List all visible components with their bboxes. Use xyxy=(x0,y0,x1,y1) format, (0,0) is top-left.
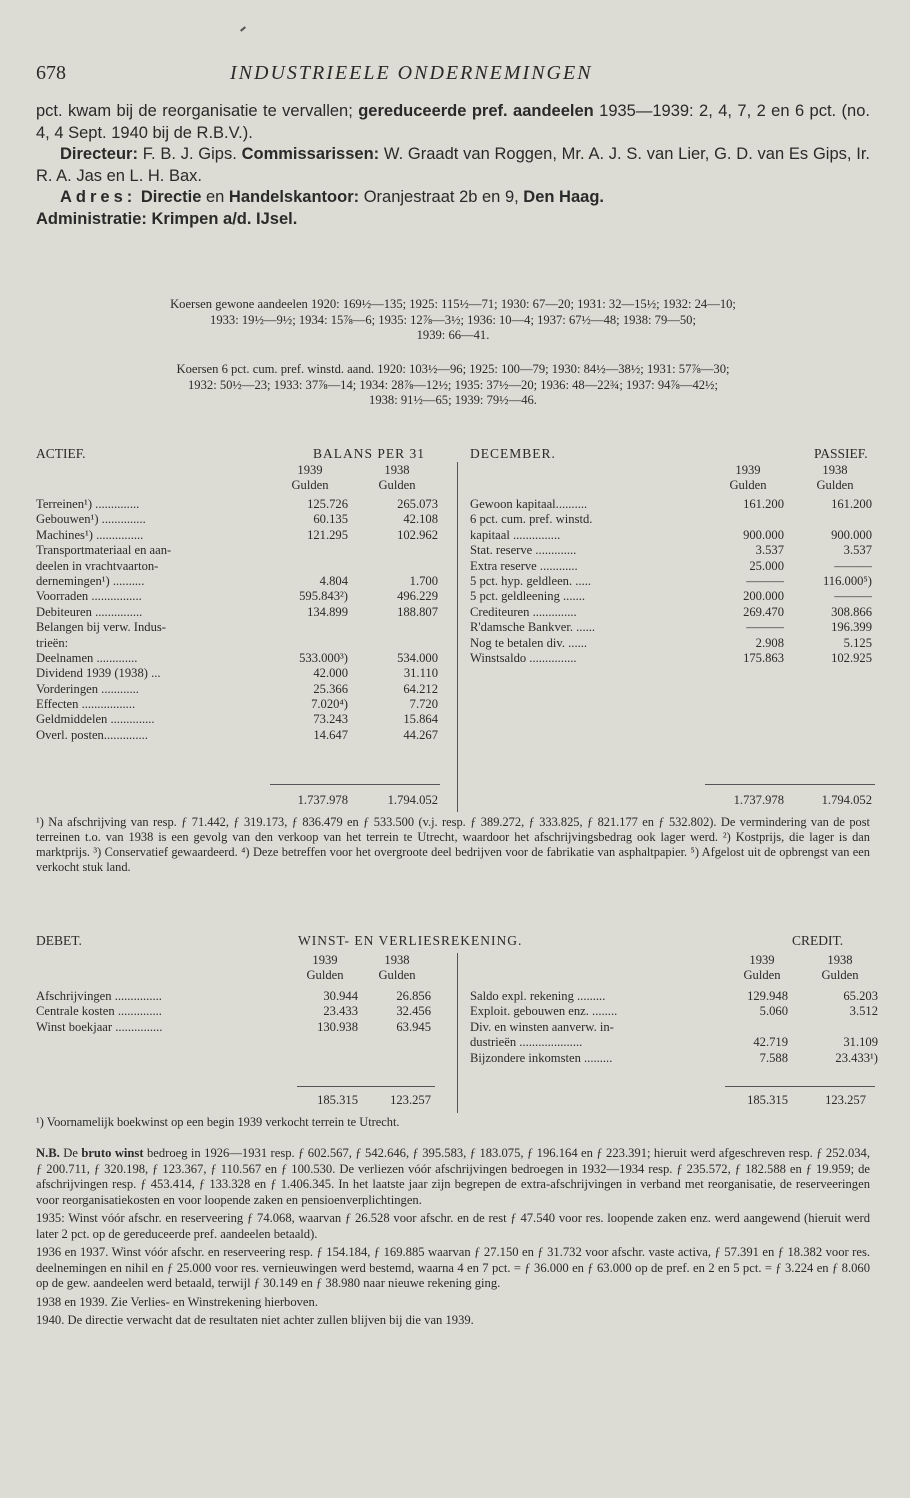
row-label: Overl. posten.............. xyxy=(36,727,148,742)
ink-mark xyxy=(240,26,246,31)
row-label: Vorderingen ............ xyxy=(36,681,139,696)
debet-table xyxy=(36,989,433,1035)
value-1938: 31.109 xyxy=(843,1035,878,1050)
row-label: Winst boekjaar ............... xyxy=(36,1019,163,1034)
value-1939: 900.000 xyxy=(743,527,784,542)
row-label: kapitaal ............... xyxy=(470,527,561,542)
value-1938: 196.399 xyxy=(831,620,872,635)
value-1939: 175.863 xyxy=(743,650,784,665)
director-label: Directeur: xyxy=(60,145,138,163)
col-year: 1939 xyxy=(735,463,761,477)
address-and: en xyxy=(201,188,229,206)
commissioners-label: Commissarissen: xyxy=(241,145,380,163)
commissioners-value: W. Graadt van Roggen, Mr. A. J. S. van Lier, G. D. van Es Gips, Ir. R. A. Jas en L. H. Bax. xyxy=(36,145,870,185)
value-1938: 116.000⁵) xyxy=(822,573,872,588)
nb-bold: bruto winst xyxy=(81,1146,144,1160)
row-label: deelen in vrachtvaarton- xyxy=(36,558,159,573)
row-label: dernemingen¹) .......... xyxy=(36,573,145,588)
notes-section xyxy=(36,1146,870,1332)
col-unit: Gulden xyxy=(306,968,344,983)
intro-text-cont: 1935—1939: 2, 4, 7, 2 en 6 pct. (no. 4, 4 Sept. 1940 bij de R.B.V.). xyxy=(36,102,870,142)
value-1938: ——— xyxy=(834,589,872,604)
row-label: Dividend 1939 (1938) ... xyxy=(36,666,161,681)
col-year: 1938 xyxy=(827,953,853,967)
value-1939: 134.899 xyxy=(307,604,348,619)
total-1938: 1.794.052 xyxy=(387,793,438,807)
col-unit: Gulden xyxy=(378,968,416,983)
price-line: Koersen 6 pct. cum. pref. winstd. aand. 1920: 103½—96; 1925: 100—79; 1930: 84½—38½; 1931: 57⅞—30; xyxy=(176,362,730,376)
table-row xyxy=(36,605,440,620)
footnote-text: ¹) Na afschrijving van resp. ƒ 71.442, ƒ 319.173, ƒ 836.479 en ƒ 533.500 (v.j. resp. ƒ 389.272, ƒ 333.825, ƒ 821.177 en ƒ 532.802). De vermindering van de post terreinen t.o. van 1938 is een gevolg van den verkoop van het terrein te Utrecht, waardoor het afschrijvingsbedrag ook lager werd. ²) Kostprijs, die lager is dan marktprijs. ³) Conservatief gewaardeerd. ⁴) Deze betreffen voor het overgroote deel bedrijven voor de fabrikatie van asphaltpapier. ⁵) Afgelost uit de opbrengst van een verkocht stuk land. xyxy=(36,815,870,874)
total-rule-left xyxy=(297,1086,435,1087)
share-prices-preferred xyxy=(36,362,870,409)
table-row xyxy=(470,559,876,574)
table-row xyxy=(470,636,876,651)
row-label: Transportmateriaal en aan- xyxy=(36,543,172,558)
col-unit: Gulden xyxy=(816,478,854,493)
table-row xyxy=(36,636,440,651)
center-divider xyxy=(457,953,458,1113)
table-row xyxy=(36,1020,433,1035)
company-info xyxy=(36,101,870,230)
col-unit: Gulden xyxy=(743,968,781,983)
row-label: Winstsaldo ............... xyxy=(470,650,577,665)
value-1939: 7.588 xyxy=(759,1050,788,1065)
value-1938: 23.433¹) xyxy=(835,1050,878,1065)
value-1939: 7.020⁴) xyxy=(311,697,348,712)
value-1939: 2.908 xyxy=(755,635,784,650)
value-1938: 534.000 xyxy=(397,650,438,665)
value-1939: 25.000 xyxy=(749,558,784,573)
col-1938-right xyxy=(795,463,875,494)
value-1939: 129.948 xyxy=(747,989,788,1003)
credit-total xyxy=(470,1093,878,1108)
total-rule-left xyxy=(270,784,440,785)
value-1938: 26.856 xyxy=(396,989,431,1003)
paragraph-1940: 1940. De directie verwacht dat de resultaten niet achter zullen blijven bij die van 1939. xyxy=(36,1313,474,1327)
row-label: 5 pct. hyp. geldleen. ..... xyxy=(470,573,592,588)
intro-text: pct. kwam bij de reorganisatie te vervallen; xyxy=(36,102,359,120)
value-1938: 496.229 xyxy=(397,589,438,604)
row-label: dustrieën .................... xyxy=(470,1035,583,1050)
nb-text-cont: bedroeg in 1926—1931 resp. ƒ 602.567, ƒ 542.646, ƒ 395.583, ƒ 183.075, ƒ 196.164 en ƒ 223.391; hieruit werd afgeschreven resp. ƒ 252.034, ƒ 200.711, ƒ 320.198, ƒ 123.367, ƒ 110.567 en ƒ 100.530. De verliezen vóór afschrijvingen bedroegen in 1932—1934 resp. ƒ 235.572, ƒ 182.588 en ƒ 19.959; de afschrijvingen resp. ƒ 453.414, ƒ 133.328 en ƒ 1.406.345. In het laatste jaar zijn begrepen de extra-afschrijvingen in verband met reorganisatie, de reserveeringen voor reorganisatiekosten en voor loopende zaken en pensioenverplichtingen. xyxy=(36,1146,870,1207)
row-label: 5 pct. geldleening ....... xyxy=(470,589,586,604)
value-1938: 161.200 xyxy=(831,497,872,511)
value-1938: 3.512 xyxy=(849,1004,878,1019)
table-row xyxy=(36,589,440,604)
passief-heading: PASSIEF. xyxy=(814,446,868,461)
value-1939: 161.200 xyxy=(743,497,784,511)
address-label: Adres: xyxy=(60,188,137,206)
value-1938: 308.866 xyxy=(831,604,872,619)
table-row xyxy=(470,1051,878,1066)
table-row xyxy=(36,512,440,527)
row-label: trieën: xyxy=(36,635,69,650)
value-1939: 3.537 xyxy=(755,543,784,558)
row-label: Machines¹) ............... xyxy=(36,527,144,542)
address-street: Oranjestraat 2b en 9, xyxy=(359,188,524,206)
row-label: Gebouwen¹) .............. xyxy=(36,512,146,527)
value-1938: 188.807 xyxy=(397,604,438,619)
value-1939: 269.470 xyxy=(743,604,784,619)
price-line: Koersen gewone aandeelen 1920: 169½—135; 1925: 115½—71; 1930: 67—20; 1931: 32—15½; 1932: 24—10; xyxy=(170,297,736,311)
row-label: Centrale kosten .............. xyxy=(36,1004,162,1019)
value-1938: 900.000 xyxy=(831,527,872,542)
col-1938 xyxy=(357,463,437,494)
value-1938: 64.212 xyxy=(403,681,438,696)
value-1938: 102.925 xyxy=(831,650,872,665)
row-label: Stat. reserve ............. xyxy=(470,543,577,558)
col-1939-right xyxy=(708,463,788,494)
table-row xyxy=(36,543,440,558)
table-row xyxy=(36,682,440,697)
value-1939: ——— xyxy=(746,620,784,635)
table-row xyxy=(36,712,440,727)
row-label: Afschrijvingen ............... xyxy=(36,989,162,1003)
address-office-label: Handelskantoor: xyxy=(228,188,360,206)
row-label: Saldo expl. rekening ......... xyxy=(470,989,606,1003)
col-unit: Gulden xyxy=(378,478,416,493)
value-1938: 3.537 xyxy=(843,543,872,558)
balance-title-right: DECEMBER. xyxy=(470,446,556,461)
row-label: Effecten ................. xyxy=(36,697,136,712)
table-row xyxy=(36,697,440,712)
value-1938: 42.108 xyxy=(403,512,438,527)
row-label: Extra reserve ............ xyxy=(470,558,578,573)
table-row xyxy=(470,528,876,543)
directors-paragraph xyxy=(36,144,870,187)
paragraph-1935: 1935: Winst vóór afschr. en reserveering ƒ 74.068, waarvan ƒ 26.528 voor afschr. en de rest ƒ 47.540 voor res. loopende zaken enz. werd aangewend (hieruit werd later 2 pct. op de gereduceerde pref. aandeelen betaald). xyxy=(36,1211,870,1241)
row-label: Belangen bij verw. Indus- xyxy=(36,620,166,635)
nb-paragraph xyxy=(36,1146,870,1208)
table-row xyxy=(470,512,876,527)
col-unit: Gulden xyxy=(729,478,767,493)
value-1939: 5.060 xyxy=(759,1004,788,1019)
total-1939: 185.315 xyxy=(317,1093,358,1107)
row-label: Gewoon kapitaal.......... xyxy=(470,497,588,511)
table-row xyxy=(36,1004,433,1019)
row-label: Debiteuren ............... xyxy=(36,604,143,619)
value-1939: 4.804 xyxy=(319,573,348,588)
col-year: 1938 xyxy=(384,463,410,477)
debet-total xyxy=(36,1093,433,1108)
total-1938: 123.257 xyxy=(390,1093,431,1107)
admin-paragraph xyxy=(36,209,870,231)
table-row xyxy=(36,989,433,1004)
value-1938: 32.456 xyxy=(396,1004,431,1019)
price-line: 1939: 66—41. xyxy=(416,328,490,342)
passief-total xyxy=(470,793,876,808)
debet-heading: DEBET. xyxy=(36,933,82,948)
nb-text: De xyxy=(59,1146,82,1160)
row-label: Nog te betalen div. ...... xyxy=(470,635,588,650)
center-divider xyxy=(457,462,458,812)
table-row xyxy=(470,1020,878,1035)
value-1938: ——— xyxy=(834,558,872,573)
table-row xyxy=(470,543,876,558)
value-1938: 7.720 xyxy=(409,697,438,712)
row-label: Exploit. gebouwen enz. ........ xyxy=(470,1004,618,1019)
price-line: 1933: 19½—9½; 1934: 15⅞—6; 1935: 12⅞—3½; 1936: 10—4; 1937: 67½—48; 1938: 79—50; xyxy=(210,312,696,327)
total-rule-right xyxy=(705,784,875,785)
paragraph-1938-1939: 1938 en 1939. Zie Verlies- en Winstrekening hierboven. xyxy=(36,1294,318,1309)
value-1939: 125.726 xyxy=(307,497,348,511)
col-year: 1938 xyxy=(384,953,410,967)
value-1939: 533.000³) xyxy=(299,650,348,665)
table-row xyxy=(36,620,440,635)
col-unit: Gulden xyxy=(291,478,329,493)
value-1939: 25.366 xyxy=(313,681,348,696)
pl-footnote xyxy=(36,1115,870,1130)
price-line: 1932: 50½—23; 1933: 37⅞—14; 1934: 28⅞—12½; 1935: 37½—20; 1936: 48—22¾; 1937: 94⅞—42½; xyxy=(188,377,718,392)
balance-title-left: BALANS PER 31 xyxy=(313,446,426,461)
row-label: Crediteuren .............. xyxy=(470,604,577,619)
balance-footnotes xyxy=(36,815,870,875)
value-1938: 31.110 xyxy=(403,666,438,681)
col-1939 xyxy=(290,953,360,984)
total-1939: 1.737.978 xyxy=(733,793,784,807)
value-1938: 265.073 xyxy=(397,497,438,511)
value-1938: 63.945 xyxy=(396,1019,431,1034)
address-paragraph xyxy=(36,187,870,209)
table-row xyxy=(470,1004,878,1019)
col-year: 1939 xyxy=(749,953,775,967)
value-1939: 595.843²) xyxy=(299,589,348,604)
running-title: INDUSTRIEELE ONDERNEMINGEN xyxy=(230,62,593,84)
credit-table xyxy=(470,989,878,1066)
col-1938 xyxy=(362,953,432,984)
col-year: 1939 xyxy=(312,953,338,967)
table-row xyxy=(470,1035,878,1050)
value-1939: 200.000 xyxy=(743,589,784,604)
value-1939: 30.944 xyxy=(323,989,358,1003)
value-1938: 1.700 xyxy=(409,573,438,588)
table-row xyxy=(36,574,440,589)
total-rule-right xyxy=(725,1086,875,1087)
address-city: Den Haag. xyxy=(523,188,604,206)
price-line: 1938: 91½—65; 1939: 79½—46. xyxy=(369,393,537,407)
total-1938: 123.257 xyxy=(825,1093,866,1107)
table-row xyxy=(36,497,440,512)
credit-heading: CREDIT. xyxy=(792,933,844,948)
value-1939: ——— xyxy=(746,573,784,588)
table-row xyxy=(470,989,878,1004)
value-1939: 42.719 xyxy=(753,1035,788,1050)
table-row xyxy=(470,589,876,604)
footnote-text: ¹) Voornamelijk boekwinst op een begin 1939 verkocht terrein te Utrecht. xyxy=(36,1115,400,1129)
row-label: Geldmiddelen .............. xyxy=(36,712,155,727)
value-1938: 65.203 xyxy=(843,989,878,1003)
row-label: Div. en winsten aanverw. in- xyxy=(470,1019,614,1034)
table-row xyxy=(470,497,876,512)
col-year: 1939 xyxy=(297,463,323,477)
value-1938: 5.125 xyxy=(843,635,872,650)
nb-label: N.B. xyxy=(36,1146,60,1160)
address-directie: Directie xyxy=(136,188,202,206)
value-1938: 15.864 xyxy=(403,712,438,727)
value-1938: 44.267 xyxy=(403,727,438,742)
table-row xyxy=(36,666,440,681)
row-label: Deelnamen ............. xyxy=(36,650,138,665)
row-label: R'damsche Bankver. ...... xyxy=(470,620,596,635)
table-row xyxy=(470,605,876,620)
value-1939: 23.433 xyxy=(323,1004,358,1019)
administration: Administratie: Krimpen a/d. IJsel. xyxy=(36,209,298,228)
actief-heading: ACTIEF. xyxy=(36,446,86,461)
total-1938: 1.794.052 xyxy=(821,793,872,807)
row-label: Terreinen¹) .............. xyxy=(36,497,140,511)
passief-table xyxy=(470,497,876,666)
value-1939: 121.295 xyxy=(307,527,348,542)
actief-total xyxy=(36,793,440,808)
intro-bold: gereduceerde pref. aandeelen xyxy=(358,102,594,120)
intro-paragraph xyxy=(36,101,870,144)
share-prices-ordinary xyxy=(36,297,870,344)
value-1939: 42.000 xyxy=(313,666,348,681)
row-label: Bijzondere inkomsten ......... xyxy=(470,1050,613,1065)
page-number: 678 xyxy=(36,62,66,84)
table-row xyxy=(470,574,876,589)
col-unit: Gulden xyxy=(821,968,859,983)
table-row xyxy=(36,728,440,743)
table-row xyxy=(36,651,440,666)
col-1939 xyxy=(270,463,350,494)
table-row xyxy=(36,528,440,543)
pl-title: WINST- EN VERLIESREKENING. xyxy=(298,933,523,948)
col-1939-right xyxy=(722,953,802,984)
director-value: F. B. J. Gips. xyxy=(137,145,242,163)
total-1939: 185.315 xyxy=(747,1093,788,1107)
total-1939: 1.737.978 xyxy=(297,793,348,807)
table-row xyxy=(470,620,876,635)
table-row xyxy=(36,559,440,574)
actief-table xyxy=(36,497,440,743)
col-1938-right xyxy=(800,953,880,984)
row-label: 6 pct. cum. pref. winstd. xyxy=(470,512,593,527)
row-label: Voorraden ................ xyxy=(36,589,142,604)
value-1939: 73.243 xyxy=(313,712,348,727)
value-1939: 130.938 xyxy=(317,1019,358,1034)
paragraph-1936-1937: 1936 en 1937. Winst vóór afschr. en reserveering resp. ƒ 154.184, ƒ 169.885 waarvan ƒ 27.150 en ƒ 31.732 voor afschr. vaste activa, ƒ 57.391 en ƒ 18.382 voor res. deelnemingen en nihil en ƒ 25.000 voor res. vernieuwingen werd bestemd, waarna 4 en 7 pct. = ƒ 36.000 en ƒ 63.000 op de pref. en 2 en 5 pct. = ƒ 3.224 en ƒ 8.060 op de gew. aandeelen werd betaald, terwijl ƒ 30.149 en ƒ 38.980 naar nieuwe rekening ging. xyxy=(36,1245,870,1290)
value-1938: 102.962 xyxy=(397,527,438,542)
col-year: 1938 xyxy=(822,463,848,477)
value-1939: 60.135 xyxy=(313,512,348,527)
table-row xyxy=(470,651,876,666)
value-1939: 14.647 xyxy=(313,727,348,742)
